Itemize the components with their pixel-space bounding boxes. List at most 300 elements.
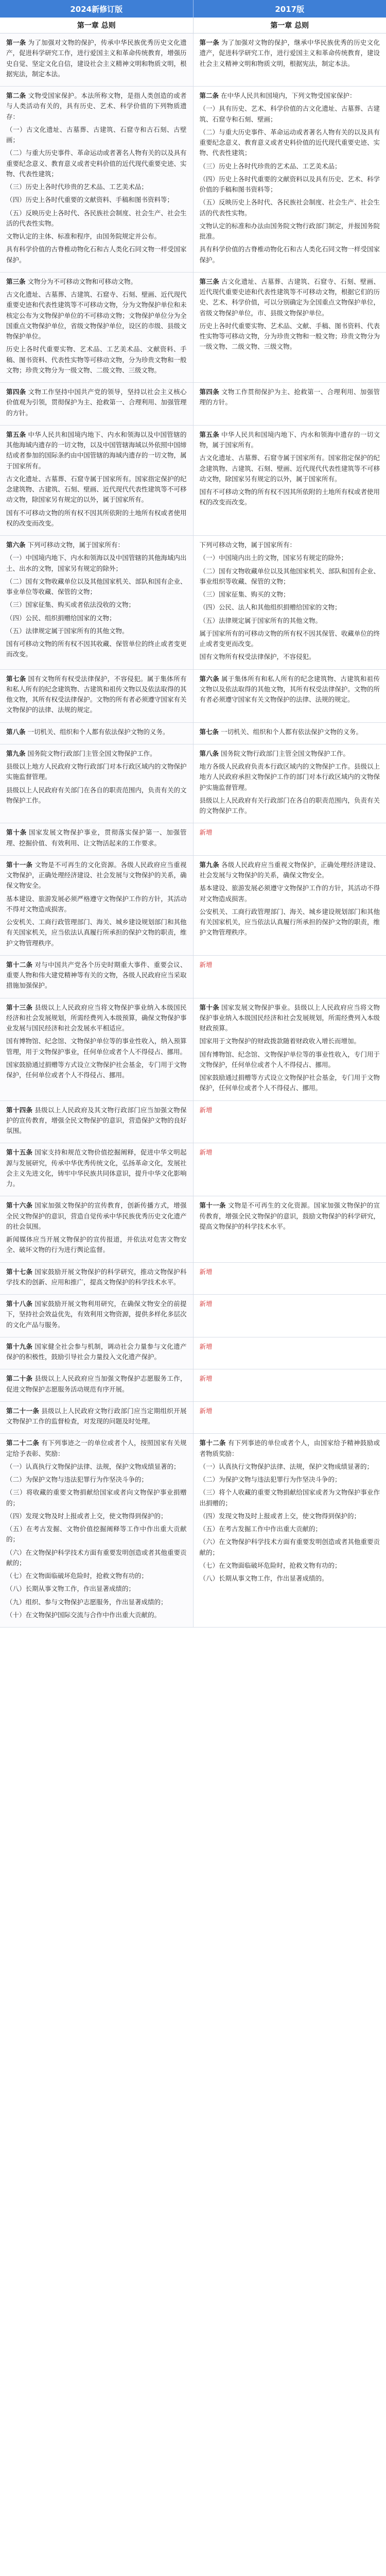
article-paragraph — [6, 1374, 187, 1395]
article-paragraph — [200, 674, 380, 705]
article-number: 第十条 — [199, 1003, 220, 1011]
article-text: 国有文物所有权受法律保护，不容侵犯。 — [199, 653, 315, 661]
new-version-cell — [0, 1337, 193, 1369]
article-number: 第二十条 — [6, 1375, 33, 1383]
article-text: 文物工作坚持中国共产党的领导，坚持以社会主义核心价值观为引领，贯彻保护为主、抢救第一、合理利用、加强管理的方针。 — [6, 388, 187, 417]
article-text: 新增 — [199, 1342, 213, 1350]
article-text: （二）与重大历史事件、革命运动或者著名人物有关的以及具有重要纪念意义、教育意义或者史料价值的近代现代重要史迹、实物、代表性建筑； — [199, 128, 380, 157]
article-number: 第七条 — [199, 727, 219, 736]
article-paragraph — [6, 1060, 187, 1081]
new-version-cell — [0, 856, 193, 955]
article-paragraph — [200, 1342, 380, 1352]
article-text: 新增 — [199, 1375, 213, 1383]
article-paragraph — [6, 674, 187, 716]
article-text: 县级以上人民政府应当加强文物保护志愿服务工作，促进文物保护志愿服务活动规范有序开展。 — [6, 1375, 187, 1393]
article-text: 古文化遗址、古墓葬、石窟寺属于国家所有。国家指定保护的纪念建筑物、古建筑、石刻、壁画、近代现代代表性建筑等不可移动文物，除国家另有规定的以外，属于国家所有。 — [6, 474, 187, 504]
article-paragraph — [6, 1200, 187, 1232]
article-text: （八）长期从事文物工作，作出显著成绩的； — [6, 1585, 135, 1593]
article-text: （三）历史上各时代珍贵的艺术品、工艺美术品； — [199, 162, 341, 170]
article-number: 第九条 — [6, 749, 26, 757]
article-text: 中华人民共和国境内地下、内水和领海中遗存的一切文物，属于国家所有。 — [199, 430, 380, 449]
article-text: 基本建设、旅游发展必须遵守文物保护工作的方针，其活动不得对文物造成损害。 — [199, 884, 380, 903]
article-paragraph — [200, 1487, 380, 1509]
article-paragraph — [6, 277, 187, 287]
article-paragraph — [6, 894, 187, 915]
article-paragraph — [6, 1438, 187, 1459]
article-row — [0, 1196, 386, 1262]
article-table — [0, 33, 386, 1628]
old-version-cell — [193, 273, 386, 382]
article-number: 第十九条 — [6, 1342, 33, 1350]
article-paragraph — [6, 474, 187, 505]
article-row — [0, 383, 386, 426]
article-paragraph — [6, 1487, 187, 1509]
article-text: （五）在考古发掘工作中作出重大贡献的； — [199, 1525, 322, 1533]
article-paragraph — [6, 1571, 187, 1581]
article-paragraph — [6, 1462, 187, 1472]
article-paragraph — [200, 1406, 380, 1416]
article-paragraph — [6, 1299, 187, 1330]
article-text: 为了加强对文物的保护，继承中华民族优秀的历史文化遗产，促进科学研究工作，进行爱国主义和革命传统教育，建设社会主义精神文明和物质文明，根据宪法，制定本法。 — [199, 39, 380, 67]
article-text: （二）为保护文物与违法犯罪行为作坚决斗争的； — [199, 1476, 341, 1483]
article-number: 第六条 — [199, 674, 220, 683]
new-version-cell — [0, 426, 193, 535]
article-text: 国家发展文物保护事业，贯彻落实保护第一、加强管理、挖掘价值、有效利用、让文物活起来的工作要求。 — [6, 828, 187, 847]
article-text: （二）国有文物收藏单位以及其他国家机关、部队和国有企业、事业组织等收藏、保管的文物； — [199, 567, 380, 585]
article-row — [0, 426, 386, 536]
article-number: 第十三条 — [6, 1003, 33, 1011]
article-text: （三）历史上各时代珍贵的艺术品、工艺美术品； — [6, 183, 148, 191]
article-paragraph — [6, 1036, 187, 1057]
article-paragraph — [200, 761, 380, 793]
article-paragraph — [6, 1511, 187, 1521]
article-paragraph — [200, 487, 380, 508]
article-paragraph — [6, 125, 187, 146]
article-paragraph — [6, 38, 187, 79]
article-paragraph — [6, 1003, 187, 1034]
article-paragraph — [6, 540, 187, 550]
article-text: 古文化遗址、古墓葬、石窟寺属于国家所有。国家指定保护的纪念建筑物、古建筑、石刻、壁画、近代现代代表性建筑等不可移动文物，除国家另有规定的以外，属于国家所有。 — [199, 454, 380, 483]
article-text: 下列可移动文物，属于国家所有： — [199, 541, 296, 549]
old-version-cell — [193, 1263, 386, 1295]
article-paragraph — [200, 907, 380, 938]
article-number: 第十五条 — [6, 1148, 33, 1157]
article-paragraph — [200, 1511, 380, 1521]
article-paragraph — [6, 182, 187, 192]
article-text: （六）在文物保护科学技术方面有重要发明创造或者其他重要贡献的； — [199, 1538, 380, 1556]
old-version-cell — [193, 87, 386, 272]
article-paragraph — [6, 639, 187, 660]
new-version-cell — [0, 273, 193, 382]
article-paragraph — [200, 430, 380, 451]
article-paragraph — [200, 1073, 380, 1094]
article-paragraph — [6, 148, 187, 179]
article-text: 国家鼓励开展文物保护的科学研究，推动文物保护科学技术的创新、应用和推广，提高文物保护的科学技术水平。 — [6, 1267, 187, 1286]
article-paragraph — [200, 602, 380, 613]
article-text: 县级以上人民政府文物行政部门应当定期组织开展文物保护工作的监督检查，对发现的问题及时处理。 — [6, 1406, 187, 1425]
new-version-cell — [0, 998, 193, 1100]
article-number: 第二十一条 — [6, 1406, 40, 1415]
old-version-cell — [193, 956, 386, 998]
new-version-cell — [0, 1295, 193, 1337]
article-paragraph — [200, 277, 380, 318]
article-number: 第十七条 — [6, 1267, 33, 1276]
new-version-cell — [0, 536, 193, 669]
old-version-label: 2017版 — [193, 0, 386, 18]
article-text: （一）认真执行文物保护法律、法规，保护文物成绩显著的； — [199, 1462, 374, 1470]
article-text: 公安机关、工商行政管理部门、海关、城乡建设规划部门和其他有关国家机关，应当依法认真履行所承担的保护文物的职责，维护文物管理秩序。 — [199, 907, 380, 937]
article-text: （一）具有历史、艺术、科学价值的古文化遗址、古墓葬、古建筑、石窟寺和石刻、壁画； — [199, 105, 380, 123]
article-row — [0, 998, 386, 1101]
article-paragraph — [6, 244, 187, 265]
article-paragraph — [6, 1524, 187, 1545]
article-paragraph — [6, 1342, 187, 1363]
article-text: （二）国有文物收藏单位以及其他国家机关、部队和国有企业、事业单位等收藏、保管的文物； — [6, 577, 187, 596]
article-text: （五）反映历史上各时代、各民族社会制度、社会生产、社会生活的代表性实物。 — [199, 198, 380, 217]
article-text: 国家用于文物保护的财政拨款随着财政收入增长而增加。 — [199, 1037, 361, 1045]
article-paragraph — [200, 652, 380, 662]
article-text: （八）长期从事文物工作，作出显著成绩的。 — [199, 1574, 328, 1582]
article-text: （四）发现文物及时上报或者上交，使文物得到保护的； — [199, 1512, 361, 1520]
article-number: 第十一条 — [6, 860, 33, 869]
article-number: 第二十二条 — [6, 1439, 40, 1447]
article-text: 文物工作贯彻保护为主、抢救第一、合理利用、加强管理的方针。 — [199, 388, 380, 406]
article-row — [0, 1295, 386, 1337]
article-text: 在中华人民共和国境内，下列文物受国家保护： — [221, 92, 356, 99]
article-text: 历史上各时代重要实物、艺术品、工艺美术品、文献资料、手稿、图书资料、代表性实物等可移动文物，分为珍贵文物和一般文物；珍贵文物分为一级文物、二级文物、三级文物。 — [6, 345, 187, 374]
article-text: 古文化遗址、古墓葬、古建筑、石窟寺、石刻、壁画、近代现代重要史迹和代表性建筑等不可移动文物，根据它们的历史、艺术、科学价值，可以分别确定为全国重点文物保护单位，省级文物保护单位，市、县级文物保护单位。 — [199, 277, 380, 317]
article-paragraph — [200, 827, 380, 838]
article-text: （二）与重大历史事件、革命运动或者著名人物有关的以及具有重要纪念意义、教育意义或者史料价值的近代现代重要史迹、实物、代表性建筑； — [6, 149, 187, 178]
article-paragraph — [200, 749, 380, 759]
article-text: （四）公民、组织捐赠给国家的文物； — [6, 614, 116, 622]
article-row — [0, 536, 386, 670]
old-version-cell — [193, 33, 386, 86]
article-text: （七）在文物面临破坏危险时，抢救文物有功的； — [199, 1561, 341, 1569]
article-text: 县级以上地方人民政府文物行政部门对本行政区域内的文物保护实施监督管理。 — [6, 762, 187, 781]
new-version-cell — [0, 1101, 193, 1143]
old-version-cell — [193, 1337, 386, 1369]
article-text: （六）在文物保护科学技术方面有重要发明创造或者其他重要贡献的； — [6, 1548, 187, 1567]
chapter-title-new: 第一章 总则 — [77, 22, 116, 30]
old-version-cell — [193, 1101, 386, 1143]
article-paragraph — [200, 1438, 380, 1459]
article-row — [0, 1369, 386, 1402]
old-version-cell — [193, 1369, 386, 1401]
article-paragraph — [6, 430, 187, 471]
article-text: （五）反映历史上各时代、各民族社会制度、社会生产、社会生活的代表性实物。 — [6, 209, 187, 227]
article-number: 第六条 — [6, 541, 26, 549]
old-version-cell — [193, 998, 386, 1100]
article-text: （一）认真执行文物保护法律、法规，保护文物成绩显著的； — [6, 1462, 180, 1470]
article-text: （五）法律规定属于国家所有的其他文物。 — [6, 626, 129, 635]
article-row — [0, 1101, 386, 1144]
article-paragraph — [6, 600, 187, 610]
new-version-cell — [0, 1263, 193, 1295]
article-number: 第三条 — [199, 277, 220, 285]
article-paragraph — [200, 127, 380, 159]
old-version-cell — [193, 1196, 386, 1262]
article-text: 一切机关、组织和个人都有依法保护文物的义务。 — [27, 727, 169, 736]
article-paragraph — [6, 1234, 187, 1256]
article-paragraph — [6, 917, 187, 948]
article-text: 历史上各时代重要实物、艺术品、文献、手稿、图书资料、代表性实物等可移动文物，分为珍贵文物和一般文物；珍贵文物分为一级文物、二级文物、三级文物。 — [199, 321, 380, 351]
article-text: （三）将收藏的重要文物捐献给国家或者向文物保护事业捐赠的； — [6, 1488, 187, 1507]
article-paragraph — [200, 1049, 380, 1071]
article-text: 地方各级人民政府负责本行政区域内的文物保护工作。县级以上地方人民政府承担文物保护工作的部门对本行政区域内的文物保护实施监督管理。 — [199, 762, 380, 791]
article-text: 国有不可移动文物的所有权不因其所依附的土地所有权或者使用权的改变而改变。 — [199, 488, 380, 506]
new-version-cell — [0, 1434, 193, 1627]
article-text: 具有科学价值的古脊椎动物化石和古人类化石同文物一样受国家保护。 — [6, 245, 187, 264]
article-text: 国有博物馆、纪念馆、文物保护单位等的事业性收入，专门用于文物保护，任何单位或者个人不得侵占、挪用。 — [199, 1050, 380, 1069]
article-paragraph — [200, 860, 380, 881]
article-paragraph — [6, 1584, 187, 1594]
article-number: 第一条 — [199, 39, 220, 46]
article-number: 第八条 — [199, 749, 219, 757]
article-paragraph — [6, 387, 187, 418]
article-text: 为了加强对文物的保护，传承中华民族优秀历史文化遗产，促进科学研究工作，进行爱国主义和革命传统教育，增强历史自觉、坚定文化自信，建设社会主义精神文明和物质文明，根据宪法，制定本法。 — [6, 39, 187, 78]
new-version-cell — [0, 1143, 193, 1196]
article-paragraph — [6, 508, 187, 529]
article-text: 县级以上人民政府及其文物行政部门应当加强文物保护的宣传教育，增强全民文物保护的意识，营造保护文物的良好氛围。 — [6, 1106, 187, 1134]
article-text: 属于国家所有的可移动文物的所有权不因其保管、收藏单位的终止或者变更而改变。 — [199, 629, 380, 648]
article-text: 国有博物馆、纪念馆、文物保护单位等的事业性收入，纳入预算管理，用于文物保护事业，任何单位或者个人不得侵占、挪用。 — [6, 1037, 187, 1056]
old-version-cell — [193, 426, 386, 535]
article-paragraph — [200, 161, 380, 172]
article-number: 第一条 — [6, 39, 26, 46]
article-paragraph — [6, 727, 187, 737]
old-version-cell — [193, 1143, 386, 1196]
article-text: 国家鼓励通过捐赠等方式设立文物保护社会基金，专门用于文物保护，任何单位或者个人不得侵占、挪用。 — [6, 1060, 187, 1079]
article-row — [0, 1263, 386, 1295]
article-paragraph — [6, 1475, 187, 1485]
article-number: 第十二条 — [199, 1439, 226, 1447]
article-text: 新增 — [199, 1148, 213, 1157]
new-version-cell — [0, 723, 193, 744]
article-paragraph — [6, 1406, 187, 1427]
article-text: 新增 — [199, 960, 213, 969]
old-version-cell — [193, 823, 386, 855]
article-text: 一切机关、组织和个人都有依法保护文物的义务。 — [221, 727, 363, 736]
article-text: 文物分为不可移动文物和可移动文物。 — [27, 277, 137, 285]
article-row — [0, 670, 386, 723]
article-text: 下列可移动文物，属于国家所有： — [27, 541, 125, 549]
article-text: 国家健全社会参与机制，调动社会力量参与文化遗产保护的积极性，鼓励引导社会力量投入文化遗产保护。 — [6, 1342, 187, 1361]
article-paragraph — [200, 629, 380, 650]
article-text: 县级以上人民政府有关部门在各自的职责范围内，负责有关的文物保护工作。 — [6, 786, 187, 804]
article-number: 第二条 — [199, 92, 219, 99]
old-version-cell — [193, 1295, 386, 1337]
article-number: 第八条 — [6, 727, 26, 736]
article-number: 第五条 — [6, 430, 26, 438]
article-text: 国家鼓励通过捐赠等方式设立文物保护社会基金，专门用于文物保护，任何单位或者个人不得侵占、挪用。 — [199, 1074, 380, 1092]
article-number: 第十八条 — [6, 1300, 33, 1308]
article-number: 第四条 — [199, 388, 220, 396]
new-version-cell — [0, 33, 193, 86]
old-version-cell — [193, 536, 386, 669]
article-paragraph — [6, 1147, 187, 1189]
article-paragraph — [200, 795, 380, 817]
article-row — [0, 273, 386, 383]
article-paragraph — [6, 231, 187, 242]
article-text: 国家鼓励开展文物利用研究，在确保文物安全的前提下，坚持社会效益优先，有效利用文物资源，提供多样化多层次的文化产品与服务。 — [6, 1300, 187, 1329]
article-text: 文物认定的标准和办法由国务院文物行政部门制定，并报国务院批准。 — [199, 222, 380, 240]
article-text: 县级以上人民政府有关行政部门在各自的职责范围内，负责有关的文物保护工作。 — [199, 796, 380, 815]
article-text: 属于集体所有和私人所有的纪念建筑物、古建筑和祖传文物以及依法取得的其他文物，其所有权受法律保护。文物的所有者必须遵守国家有关文物保护的法律、法规的规定。 — [199, 674, 380, 703]
article-paragraph — [200, 1524, 380, 1534]
article-paragraph — [200, 1147, 380, 1158]
new-version-cell — [0, 823, 193, 855]
article-paragraph — [200, 244, 380, 265]
article-text: 文物是不可再生的文化资源。各级人民政府应当重视文物保护，正确处理经济建设、社会发展与文物保护的关系，确保文物安全。 — [6, 860, 187, 890]
article-paragraph — [200, 1105, 380, 1115]
article-text: 各级人民政府应当重视文物保护，正确处理经济建设、社会发展与文物保护的关系，确保文物安全。 — [199, 860, 380, 879]
article-paragraph — [200, 540, 380, 550]
article-text: 基本建设、旅游发展必须严格遵守文物保护工作的方针，其活动不得对文物造成损害。 — [6, 894, 187, 913]
old-version-cell — [193, 1402, 386, 1434]
article-paragraph — [6, 1610, 187, 1620]
version-header — [0, 0, 386, 18]
article-text: （五）在考古发掘、文物价值挖掘阐释等工作中作出重大贡献的； — [6, 1525, 187, 1544]
article-text: （一）古文化遗址、古墓葬、古建筑、石窟寺和古石刻、古壁画； — [6, 125, 187, 144]
article-text: 文物认定的主体、标准和程序，由国务院规定并公布。 — [6, 232, 161, 240]
article-paragraph — [200, 1036, 380, 1046]
article-text: 具有科学价值的古脊椎动物化石和古人类化石同文物一样受国家保护。 — [199, 245, 380, 264]
article-text: 新增 — [199, 1267, 213, 1276]
article-text: （四）发现文物及时上报或者上交，使文物得到保护的； — [6, 1512, 167, 1520]
article-paragraph — [200, 38, 380, 69]
article-row — [0, 1434, 386, 1628]
article-row — [0, 33, 386, 87]
article-row — [0, 956, 386, 998]
article-paragraph — [6, 860, 187, 891]
new-version-cell — [0, 1196, 193, 1262]
article-text: （一）中国境内出土的文物，国家另有规定的除外； — [199, 554, 348, 562]
article-number: 第四条 — [6, 388, 26, 396]
article-number: 第十四条 — [6, 1106, 33, 1114]
article-paragraph — [200, 1200, 380, 1232]
article-text: 文物受国家保护。本法所称文物，是指人类创造的或者与人类活动有关的，具有历史、艺术、科学价值的下列物质遗存： — [6, 92, 187, 121]
article-text: 古文化遗址、古墓葬、古建筑、石窟寺、石刻、壁画、近代现代重要史迹和代表性建筑等不可移动文物，分为文物保护单位和未核定公布为文物保护单位的不可移动文物；文物保护单位分为全国重点文物保护单位，省级文物保护单位，设区的市级、县级文物保护单位。 — [6, 291, 187, 340]
article-text: 新增 — [199, 1300, 213, 1308]
new-version-cell — [0, 87, 193, 272]
old-version-cell — [193, 383, 386, 425]
article-paragraph — [6, 960, 187, 991]
article-row — [0, 1402, 386, 1434]
new-version-cell — [0, 1369, 193, 1401]
article-number: 第九条 — [199, 860, 220, 869]
article-row — [0, 823, 386, 856]
article-paragraph — [200, 321, 380, 352]
article-paragraph — [200, 1374, 380, 1384]
article-paragraph — [200, 1299, 380, 1309]
old-version-cell — [193, 744, 386, 823]
article-paragraph — [200, 1573, 380, 1584]
article-paragraph — [200, 553, 380, 563]
article-text: （一）中国境内地下、内水和领海以及中国管辖的其他海域内出土、出水的文物，国家另有规定的除外； — [6, 554, 187, 572]
article-paragraph — [6, 749, 187, 759]
article-text: 国有文物所有权受法律保护，不容侵犯。属于集体所有和私人所有的纪念建筑物、古建筑和祖传文物以及依法取得的其他文物，其所有权受法律保护。文物的所有者必须遵守国家有关文物保护的法律、法规的规定。 — [6, 674, 187, 714]
article-number: 第三条 — [6, 277, 26, 285]
article-paragraph — [200, 727, 380, 737]
article-text: 国有可移动文物的所有权不因其收藏、保管单位的终止或者变更而改变。 — [6, 640, 187, 658]
article-text: 新增 — [199, 828, 213, 837]
article-text: 新闻媒体应当开展文物保护的宣传报道，并依法对危害文物安全、破坏文物的行为进行舆论监督。 — [6, 1235, 187, 1254]
article-paragraph — [200, 960, 380, 970]
article-text: 国家支持和规范文物价值挖掘阐释，促进中华文明起源与发展研究，传承中华优秀传统文化，弘扬革命文化，发展社会主义先进文化，铸牢中华民族共同体意识，提升中华文化影响力。 — [6, 1148, 187, 1188]
article-text: （三）国家征集、购买的文物； — [199, 590, 290, 598]
article-number: 第二条 — [6, 92, 26, 99]
article-paragraph — [6, 290, 187, 342]
article-paragraph — [200, 1537, 380, 1558]
article-number: 第五条 — [199, 430, 220, 438]
article-row — [0, 87, 386, 273]
new-version-cell — [0, 383, 193, 425]
article-paragraph — [6, 785, 187, 806]
article-text: （四）历史上各时代重要的文献资料、手稿和图书资料等； — [6, 196, 174, 204]
article-paragraph — [200, 589, 380, 600]
article-row — [0, 856, 386, 956]
article-text: 有下列事迹之一的单位或者个人，按照国家有关规定给予表彰、奖励： — [6, 1439, 187, 1458]
article-paragraph — [200, 1561, 380, 1571]
article-paragraph — [200, 1267, 380, 1277]
article-text: （十）在文物保护国际交流与合作中作出重大贡献的。 — [6, 1611, 161, 1619]
article-paragraph — [200, 1003, 380, 1034]
article-paragraph — [6, 195, 187, 205]
article-paragraph — [200, 1475, 380, 1485]
article-paragraph — [200, 221, 380, 242]
article-text: 国家加强文物保护的宣传教育，创新传播方式，增强全民文物保护的意识，营造自觉传承中华民族优秀历史文化遗产的社会氛围。 — [6, 1201, 187, 1230]
new-version-label: 2024新修订版 — [70, 4, 123, 14]
chapter-title-old: 第一章 总则 — [193, 18, 386, 33]
article-row — [0, 744, 386, 824]
article-text: （九）组织、参与文物保护志愿服务，作出显著成绩的； — [6, 1598, 167, 1606]
article-paragraph — [200, 91, 380, 101]
article-row — [0, 1143, 386, 1196]
article-text: （五）法律规定属于国家所有的其他文物。 — [199, 616, 322, 624]
old-version-cell — [193, 1434, 386, 1627]
article-row — [0, 723, 386, 744]
article-text: 国有不可移动文物的所有权不因其所依附的土地所有权或者使用权的改变而改变。 — [6, 509, 187, 527]
article-paragraph — [200, 174, 380, 195]
new-version-cell — [0, 1402, 193, 1434]
article-text: 国务院文物行政部门主管全国文物保护工作。 — [221, 749, 350, 757]
old-version-cell — [193, 723, 386, 744]
article-text: 文物是不可再生的文化资源。国家加强文物保护的宣传教育，增强全民文物保护的意识，鼓励文物保护的科学研究，提高文物保护的科学技术水平。 — [199, 1201, 380, 1230]
article-paragraph — [200, 453, 380, 484]
article-paragraph — [6, 626, 187, 636]
chapter-row — [0, 18, 386, 33]
article-number: 第十六条 — [6, 1201, 33, 1210]
article-text: （二）为保护文物与违法犯罪行为作坚决斗争的； — [6, 1476, 148, 1483]
article-paragraph — [200, 387, 380, 408]
article-number: 第七条 — [6, 674, 26, 683]
article-paragraph — [200, 883, 380, 904]
article-text: （三）将个人收藏的重要文物捐献给国家或者为文物保护事业作出捐赠的； — [199, 1488, 380, 1507]
article-paragraph — [6, 577, 187, 598]
article-paragraph — [6, 1105, 187, 1137]
article-row — [0, 1337, 386, 1370]
article-paragraph — [200, 1462, 380, 1472]
article-text: （七）在文物面临破坏危险时，抢救文物有功的； — [6, 1572, 148, 1580]
article-paragraph — [6, 91, 187, 122]
new-version-cell — [0, 744, 193, 823]
article-paragraph — [6, 827, 187, 849]
article-text: （四）公民、法人和其他组织捐赠给国家的文物； — [199, 603, 341, 612]
article-text: 公安机关、工商行政管理部门、海关、城乡建设规划部门和其他有关国家机关，应当依法认真履行所承担的保护文物的职责，维护文物管理秩序。 — [6, 918, 187, 947]
article-text: 有下列事迹的单位或者个人，由国家给予精神鼓励或者物质奖励： — [199, 1439, 380, 1458]
article-text: 中华人民共和国境内地下、内水和领海以及中国管辖的其他海域内遗存的一切文物，以及中国管辖海域以外依照中国缔结或者参加的国际条约由中国管辖的海域内遗存的一切文物，属于国家所有。 — [6, 430, 187, 470]
